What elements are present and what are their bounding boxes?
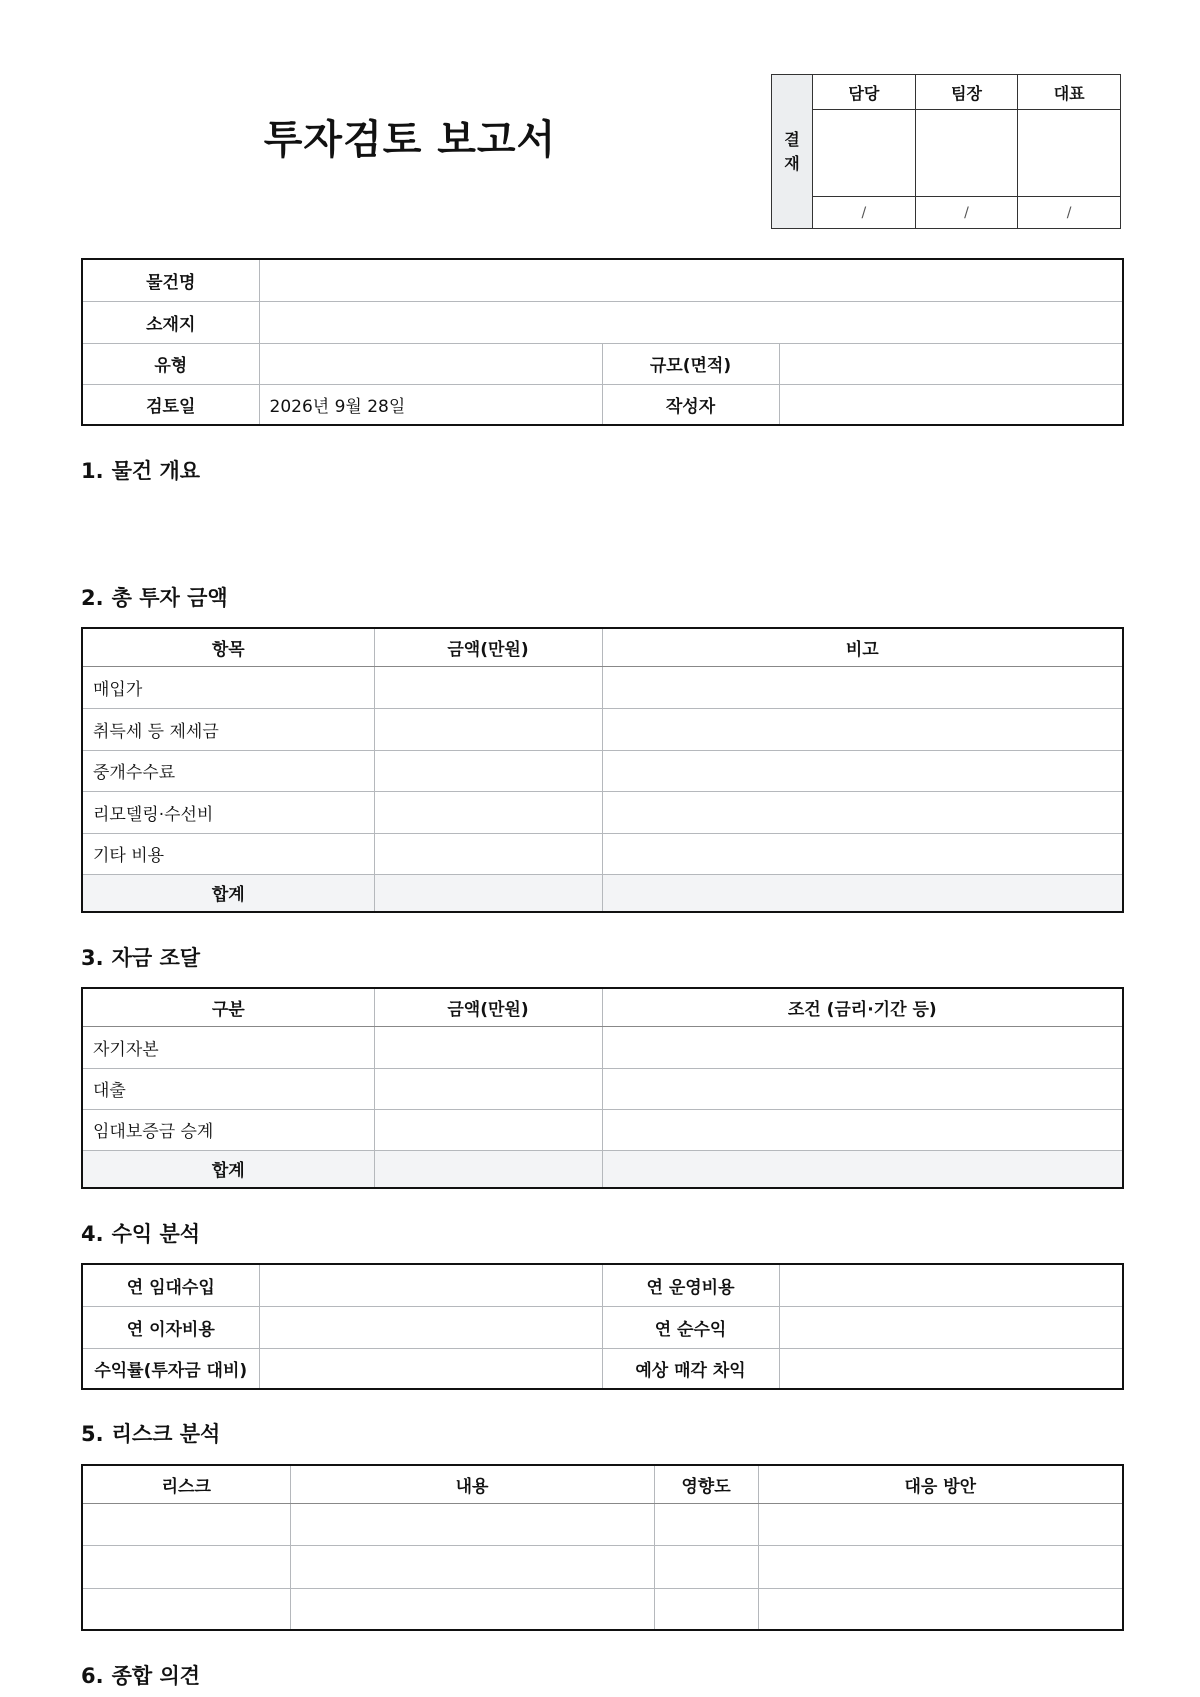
investment-header-item: 항목 bbox=[82, 628, 374, 666]
risk-response-field[interactable] bbox=[758, 1588, 1123, 1630]
section-3-title: 자금 조달 bbox=[111, 946, 201, 970]
section-2-title: 총 투자 금액 bbox=[111, 586, 228, 610]
approval-date-ceo[interactable]: / bbox=[1018, 197, 1121, 229]
investment-row-label: 매입가 bbox=[82, 666, 374, 708]
approval-date-staff[interactable]: / bbox=[813, 197, 916, 229]
investment-amount-field[interactable] bbox=[374, 708, 602, 750]
section-5-title: 리스크 분석 bbox=[111, 1422, 221, 1446]
section-6-number: 6. bbox=[81, 1664, 104, 1688]
investment-note-field[interactable] bbox=[602, 750, 1123, 791]
section-2-number: 2. bbox=[81, 586, 104, 610]
risk-table bbox=[81, 1464, 1124, 1631]
risk-header-impact: 영향도 bbox=[654, 1465, 758, 1503]
risk-response-field[interactable] bbox=[758, 1545, 1123, 1588]
funding-terms-field[interactable] bbox=[602, 1109, 1123, 1150]
approval-role-manager: 팀장 bbox=[915, 75, 1018, 110]
size-label: 규모(면적) bbox=[602, 343, 779, 384]
approval-sign-staff[interactable] bbox=[813, 110, 916, 197]
section-4-number: 4. bbox=[81, 1222, 104, 1246]
type-label: 유형 bbox=[82, 343, 259, 384]
annual-rent-label: 연 임대수입 bbox=[82, 1264, 259, 1306]
funding-row-label: 자기자본 bbox=[82, 1026, 374, 1068]
annual-opex-label: 연 운영비용 bbox=[602, 1264, 779, 1306]
funding-terms-field[interactable] bbox=[602, 1068, 1123, 1109]
investment-amount-field[interactable] bbox=[374, 791, 602, 833]
author-field[interactable] bbox=[779, 384, 1123, 425]
investment-total-amount-field[interactable] bbox=[374, 874, 602, 912]
expected-gain-field[interactable] bbox=[779, 1348, 1123, 1389]
risk-header-risk: 리스크 bbox=[82, 1465, 290, 1503]
annual-opex-field[interactable] bbox=[779, 1264, 1123, 1306]
funding-total-amount-field[interactable] bbox=[374, 1150, 602, 1188]
approval-role-staff: 담당 bbox=[813, 75, 916, 110]
funding-total-terms-field[interactable] bbox=[602, 1150, 1123, 1188]
funding-row-label: 임대보증금 승계 bbox=[82, 1109, 374, 1150]
investment-row-label: 중개수수료 bbox=[82, 750, 374, 791]
property-name-field[interactable] bbox=[259, 259, 1123, 301]
section-2-heading bbox=[81, 582, 228, 612]
funding-header-category: 구분 bbox=[82, 988, 374, 1026]
investment-note-field[interactable] bbox=[602, 791, 1123, 833]
investment-table bbox=[81, 627, 1124, 913]
returns-table bbox=[81, 1263, 1124, 1390]
investment-note-field[interactable] bbox=[602, 708, 1123, 750]
section-4-heading bbox=[81, 1218, 200, 1248]
approval-box bbox=[771, 74, 1121, 229]
risk-content-field[interactable] bbox=[290, 1588, 654, 1630]
approval-side-char-2: 재 bbox=[784, 153, 800, 173]
risk-name-field[interactable] bbox=[82, 1588, 290, 1630]
property-name-label: 물건명 bbox=[82, 259, 259, 301]
funding-amount-field[interactable] bbox=[374, 1109, 602, 1150]
funding-total-label: 합계 bbox=[82, 1150, 374, 1188]
size-field[interactable] bbox=[779, 343, 1123, 384]
author-label: 작성자 bbox=[602, 384, 779, 425]
investment-amount-field[interactable] bbox=[374, 750, 602, 791]
investment-total-label: 합계 bbox=[82, 874, 374, 912]
section-1-number: 1. bbox=[81, 459, 104, 483]
location-field[interactable] bbox=[259, 301, 1123, 343]
location-label: 소재지 bbox=[82, 301, 259, 343]
approval-side-char-1: 결 bbox=[784, 129, 800, 149]
section-5-number: 5. bbox=[81, 1422, 104, 1446]
risk-header-response: 대응 방안 bbox=[758, 1465, 1123, 1503]
annual-interest-label: 연 이자비용 bbox=[82, 1306, 259, 1348]
section-3-number: 3. bbox=[81, 946, 104, 970]
expected-gain-label: 예상 매각 차익 bbox=[602, 1348, 779, 1389]
investment-row-label: 기타 비용 bbox=[82, 833, 374, 874]
section-5-heading bbox=[81, 1418, 220, 1448]
approval-sign-manager[interactable] bbox=[915, 110, 1018, 197]
approval-sign-ceo[interactable] bbox=[1018, 110, 1121, 197]
review-date-label: 검토일 bbox=[82, 384, 259, 425]
investment-total-note-field[interactable] bbox=[602, 874, 1123, 912]
risk-header-content: 내용 bbox=[290, 1465, 654, 1503]
yield-field[interactable] bbox=[259, 1348, 602, 1389]
funding-amount-field[interactable] bbox=[374, 1026, 602, 1068]
section-6-heading bbox=[81, 1660, 200, 1690]
yield-label: 수익률(투자금 대비) bbox=[82, 1348, 259, 1389]
investment-amount-field[interactable] bbox=[374, 833, 602, 874]
property-info-table bbox=[81, 258, 1124, 426]
risk-name-field[interactable] bbox=[82, 1503, 290, 1545]
funding-header-terms: 조건 (금리·기간 등) bbox=[602, 988, 1123, 1026]
section-4-title: 수익 분석 bbox=[111, 1222, 201, 1246]
funding-row-label: 대출 bbox=[82, 1068, 374, 1109]
funding-header-amount: 금액(만원) bbox=[374, 988, 602, 1026]
review-date-field[interactable]: 2026년 9월 28일 bbox=[259, 384, 602, 425]
section-3-heading bbox=[81, 942, 200, 972]
investment-amount-field[interactable] bbox=[374, 666, 602, 708]
investment-header-amount: 금액(만원) bbox=[374, 628, 602, 666]
approval-role-ceo: 대표 bbox=[1018, 75, 1121, 110]
risk-name-field[interactable] bbox=[82, 1545, 290, 1588]
type-field[interactable] bbox=[259, 343, 602, 384]
risk-impact-field[interactable] bbox=[654, 1545, 758, 1588]
investment-header-note: 비고 bbox=[602, 628, 1123, 666]
investment-row-label: 취득세 등 제세금 bbox=[82, 708, 374, 750]
approval-side-label bbox=[772, 75, 813, 229]
section-1-title: 물건 개요 bbox=[111, 459, 201, 483]
annual-rent-field[interactable] bbox=[259, 1264, 602, 1306]
investment-note-field[interactable] bbox=[602, 666, 1123, 708]
annual-net-field[interactable] bbox=[779, 1306, 1123, 1348]
risk-impact-field[interactable] bbox=[654, 1588, 758, 1630]
funding-amount-field[interactable] bbox=[374, 1068, 602, 1109]
risk-content-field[interactable] bbox=[290, 1545, 654, 1588]
funding-terms-field[interactable] bbox=[602, 1026, 1123, 1068]
page-title: 투자검토 보고서 bbox=[263, 117, 557, 163]
risk-impact-field[interactable] bbox=[654, 1503, 758, 1545]
section-1-heading bbox=[81, 455, 200, 485]
approval-date-manager[interactable]: / bbox=[915, 197, 1018, 229]
annual-interest-field[interactable] bbox=[259, 1306, 602, 1348]
investment-note-field[interactable] bbox=[602, 833, 1123, 874]
risk-response-field[interactable] bbox=[758, 1503, 1123, 1545]
funding-table bbox=[81, 987, 1124, 1189]
investment-row-label: 리모델링·수선비 bbox=[82, 791, 374, 833]
annual-net-label: 연 순수익 bbox=[602, 1306, 779, 1348]
section-6-title: 종합 의견 bbox=[111, 1664, 201, 1688]
risk-content-field[interactable] bbox=[290, 1503, 654, 1545]
